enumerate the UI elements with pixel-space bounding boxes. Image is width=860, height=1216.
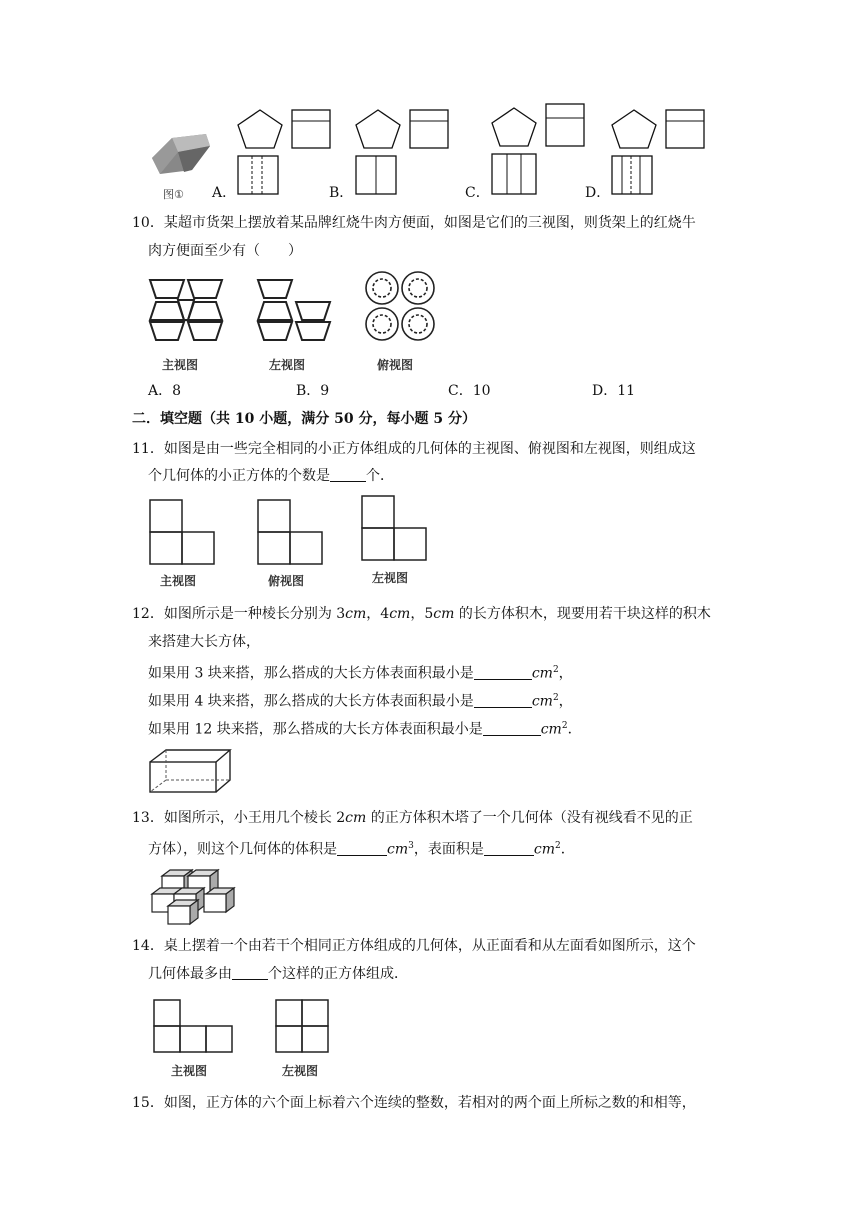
q13-unit-cm: cm — [345, 810, 367, 826]
q15-text-line1: 15．如图，正方体的六个面上标着六个连续的整数，若相对的两个面上所标之数的和相等， — [132, 1095, 696, 1111]
q9-option-c-views — [490, 104, 590, 198]
q12-unit-cm: cm — [345, 606, 367, 622]
q13-sup-cube: 3 — [408, 841, 414, 851]
q11-answer-blank[interactable] — [330, 467, 366, 482]
q12-period: ． — [567, 721, 582, 738]
q10-left-view-label: 左视图 — [269, 358, 306, 372]
q12-answer-blank-1[interactable] — [474, 665, 532, 680]
q12-text-line3 — [148, 660, 573, 684]
q12-sup: 2 — [552, 665, 559, 675]
q10-text-line1: 10．某超市货架上摆放着某品牌红烧牛肉方便面，如图是它们的三视图，则货架上的红烧牛 — [132, 215, 696, 231]
q11-left-view-label: 左视图 — [372, 571, 409, 585]
q9-option-b-views — [354, 108, 454, 198]
q13-period: ． — [560, 841, 575, 858]
q9-option-c[interactable]: C． — [465, 185, 490, 201]
q12-cuboid-figure — [148, 748, 234, 794]
q12-text-line2: 来搭建大长方体， — [148, 634, 260, 650]
q12-answer-blank-2[interactable] — [474, 693, 532, 708]
q13-unit-cm: cm — [387, 841, 409, 858]
q13-text-line2 — [148, 836, 575, 860]
q12-comma: ， — [558, 693, 573, 710]
q10-top-view-label: 俯视图 — [377, 358, 414, 372]
q10-option-c[interactable]: C．10 — [448, 383, 491, 399]
q11-top-view — [256, 498, 326, 566]
q14-line2-post: 个这样的正方体组成． — [268, 966, 408, 982]
q9-option-d[interactable]: D． — [585, 185, 611, 201]
q14-text-line1: 14．桌上摆着一个由若干个相同正方体组成的几何体，从正面看和从左面看如图所示，这个 — [132, 938, 696, 954]
q12-text-line1-pre: 12．如图所示是一种棱长分别为 3 — [132, 606, 346, 622]
q10-option-d[interactable]: D．11 — [592, 383, 636, 399]
q10-text-line2: 肉方便面至少有（ ） — [148, 243, 302, 259]
q10-top-view — [364, 270, 438, 344]
q13-line1-pre: 13．如图所示，小王用几个棱长 2 — [132, 810, 346, 826]
q10-front-view-label: 主视图 — [162, 358, 199, 372]
q13-unit-cm: cm — [533, 841, 555, 858]
section-heading: 二．填空题（共 10 小题，满分 50 分，每小题 5 分） — [132, 411, 476, 427]
q10-front-view — [148, 278, 224, 344]
q11-text-line1: 11．如图是由一些完全相同的小正方体组成的几何体的主视图、俯视图和左视图，则组成这 — [132, 441, 696, 457]
q11-left-view — [360, 494, 430, 562]
q12-line3-pre: 如果用 3 块来搭，那么搭成的大长方体表面积最小是 — [148, 665, 474, 682]
q12-sep1: ，4 — [366, 606, 390, 622]
q12-sup: 2 — [552, 693, 559, 703]
q13-text-line1 — [132, 808, 693, 828]
q13-cube-stack-figure — [148, 866, 238, 928]
q12-text-line4 — [148, 688, 573, 712]
q12-line4-pre: 如果用 4 块来搭，那么搭成的大长方体表面积最小是 — [148, 693, 474, 710]
q14-left-view — [274, 998, 332, 1056]
q12-text-line1-post: 的长方体积木，现要用若干块这样的积木 — [454, 606, 711, 622]
q12-unit-cm: cm — [531, 665, 553, 682]
q14-line2-pre: 几何体最多由 — [148, 966, 232, 982]
q13-mid: ，表面积是 — [413, 841, 484, 858]
q10-option-a[interactable]: A．8 — [148, 383, 182, 399]
q13-line1-post: 的正方体积木塔了一个几何体（没有视线看不见的正 — [366, 810, 693, 826]
q11-text-post: 个． — [366, 468, 394, 484]
q14-left-view-label: 左视图 — [282, 1064, 319, 1078]
q11-text-line2 — [148, 466, 394, 486]
q14-answer-blank[interactable] — [232, 965, 268, 980]
q12-sep2: ，5 — [410, 606, 434, 622]
q12-unit-cm: cm — [540, 721, 562, 738]
q9-option-d-views — [610, 108, 710, 198]
q12-answer-blank-3[interactable] — [483, 721, 541, 736]
q14-text-line2 — [148, 964, 408, 984]
q11-front-view-label: 主视图 — [160, 574, 197, 588]
q11-front-view — [148, 498, 218, 566]
q13-answer-blank-area[interactable] — [484, 841, 534, 856]
q12-unit-cm: cm — [531, 693, 553, 710]
q11-text-pre: 个几何体的小正方体的个数是 — [148, 468, 330, 484]
q12-line5-pre: 如果用 12 块来搭，那么搭成的大长方体表面积最小是 — [148, 721, 483, 738]
q9-option-b[interactable]: B． — [329, 185, 354, 201]
q10-left-view — [256, 278, 332, 344]
q9-option-a[interactable]: A． — [212, 185, 237, 201]
q14-front-view — [152, 998, 236, 1056]
q13-sup-sq: 2 — [554, 841, 561, 851]
q13-line2-pre: 方体），则这个几何体的体积是 — [148, 841, 337, 858]
q12-unit-cm: cm — [433, 606, 455, 622]
q14-front-view-label: 主视图 — [171, 1064, 208, 1078]
q12-text-line1 — [132, 604, 711, 624]
q11-top-view-label: 俯视图 — [268, 574, 305, 588]
q12-text-line5 — [148, 716, 582, 740]
q12-comma: ， — [558, 665, 573, 682]
q9-solid-figure — [148, 124, 218, 182]
q13-answer-blank-volume[interactable] — [337, 841, 387, 856]
q12-unit-cm: cm — [389, 606, 411, 622]
q12-sup: 2 — [561, 721, 568, 731]
q9-option-a-views — [236, 108, 336, 198]
q9-fig-label: 图① — [163, 188, 184, 201]
q10-option-b[interactable]: B．9 — [296, 383, 330, 399]
